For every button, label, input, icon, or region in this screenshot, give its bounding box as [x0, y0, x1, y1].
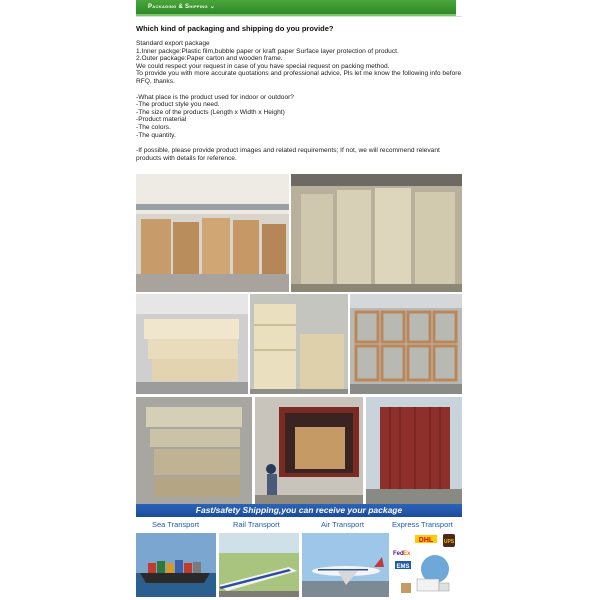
svg-text:EMS: EMS: [396, 564, 410, 570]
container-loading-photo: [136, 397, 252, 504]
wooden-frames-photo: [350, 294, 462, 394]
stacked-cartons-photo: [250, 294, 348, 394]
red-container-photo: [366, 397, 462, 504]
section-header: [136, 0, 456, 16]
cargo-plane-photo: [302, 533, 389, 597]
faq-item-place: -What place is the product used for indoor or outdoor?: [136, 93, 294, 101]
faq-item-colors: -The colors.: [136, 123, 171, 131]
svg-text:UPS: UPS: [443, 539, 455, 545]
faq-question: Which kind of packaging and shipping do you provide?: [136, 24, 334, 33]
faq-text-inner: 1.Inner packge:Plastic film,bubble paper or kraft paper Surface layer protection of product.: [136, 47, 399, 55]
express-couriers-photo: [391, 533, 462, 597]
truck-loading-photo: [255, 397, 363, 504]
faq-item-material: -Product material: [136, 116, 187, 124]
faq-text-request: We could respect your request in case of you have special request on packing method.: [136, 62, 390, 70]
foam-boxes-photo: [136, 294, 248, 394]
faq-text-images: -If possible, please provide product images and related requirements; If not, we will recommend relevant products with details for reference.: [136, 147, 440, 162]
faq-item-size: -The size of the products (Length x Width x Height): [136, 108, 285, 116]
faq-text-standard: Standard export package: [136, 40, 210, 47]
svg-text:Ex: Ex: [403, 551, 411, 557]
header-divider: [136, 16, 462, 17]
faq-text-outer: 2.Outer package:Paper carton and wooden frame.: [136, 55, 283, 63]
sea-transport-label: Sea Transport: [152, 520, 200, 529]
high-speed-train-photo: [219, 533, 299, 597]
faq-item-quantity: -The quantity.: [136, 131, 176, 139]
warehouse-crates-photo: [136, 174, 289, 292]
shipping-banner: Fast/safety Shipping,you can receive your package: [136, 504, 462, 517]
container-ship-photo: [136, 533, 216, 597]
wrapped-rolls-photo: [291, 174, 462, 292]
express-transport-label: Express Transport: [392, 520, 453, 529]
faq-text-quotation: To provide you with more accurate quotations and professional advice, Pls let me know the following info before RFQ, thanks.: [136, 70, 462, 85]
transport-labels: [136, 520, 462, 530]
faq-content: [136, 22, 466, 162]
rail-transport-label: Rail Transport: [233, 520, 280, 529]
svg-text:DHL: DHL: [418, 537, 434, 544]
air-transport-label: Air Transport: [321, 520, 364, 529]
section-title: Packaging & Shipping ⌄: [148, 4, 216, 10]
faq-item-style: -The product style you need.: [136, 101, 220, 109]
svg-text:Fed: Fed: [393, 551, 404, 557]
